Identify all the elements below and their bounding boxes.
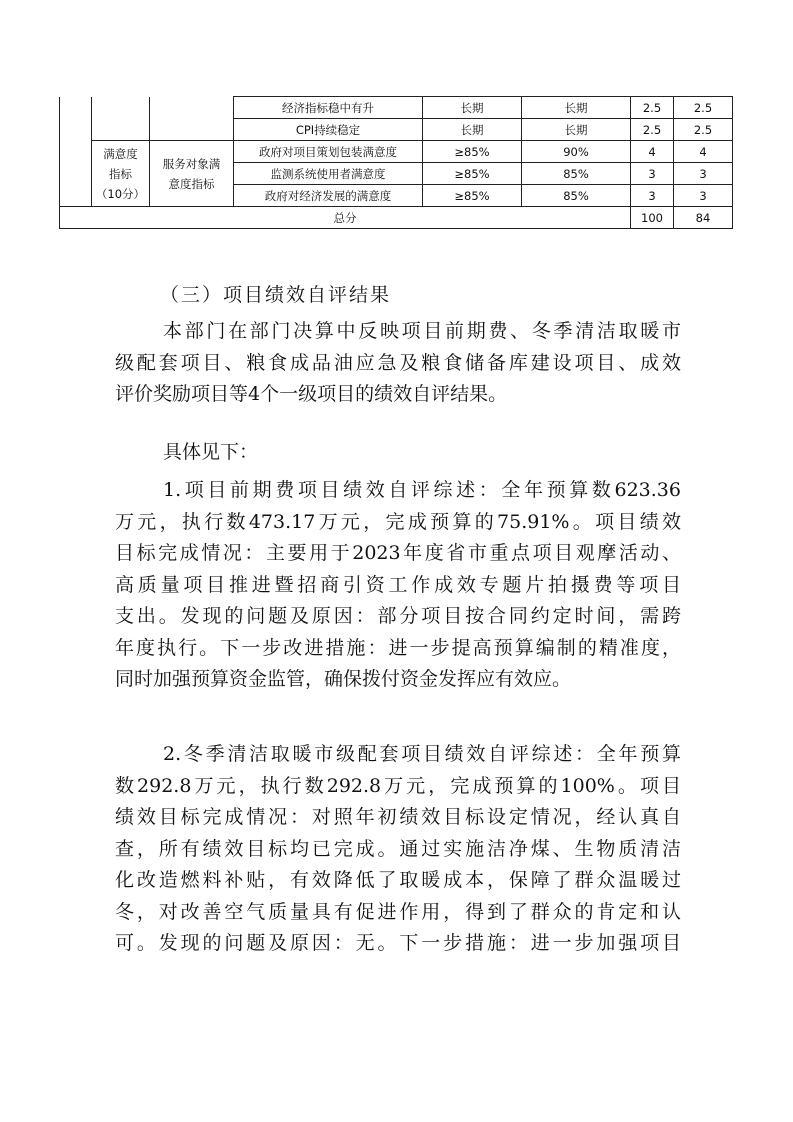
- level2-label-line: 意度指标: [168, 176, 215, 191]
- total-score: 84: [674, 207, 733, 229]
- table-cell-score: 4: [674, 141, 733, 163]
- table-cell-empty: [92, 97, 150, 141]
- paragraph-item-2: [115, 739, 681, 960]
- paragraph-line: 目标完成情况：主要用于2023年度省市重点项目观摩活动、: [115, 542, 681, 564]
- level2-label-line: 服务对象满: [162, 156, 221, 171]
- table-cell-indicator: CPI持续稳定: [234, 119, 423, 141]
- table-cell-target: ≥85%: [423, 185, 522, 207]
- paragraph-line: 评价奖励项目等4个一级项目的绩效自评结果。: [115, 383, 508, 405]
- paragraph-line: 支出。发现的问题及原因：部分项目按合同约定时间，需跨: [115, 605, 681, 627]
- paragraph-line: 2.冬季清洁取暖市级配套项目绩效自评综述：全年预算: [163, 743, 681, 765]
- paragraph-line: 同时加强预算资金监管，确保拨付资金发挥应有效应。: [115, 668, 572, 690]
- table-cell-weight: 2.5: [631, 97, 674, 119]
- paragraph-line: 数292.8万元，执行数292.8万元，完成预算的100%。项目: [115, 774, 681, 797]
- table-cell-indicator: 政府对经济发展的满意度: [234, 185, 423, 207]
- table-cell-weight: 2.5: [631, 119, 674, 141]
- table-cell-actual: 85%: [522, 185, 631, 207]
- paragraph-line: 本部门在部门决算中反映项目前期费、冬季清洁取暖市: [163, 320, 681, 342]
- level2-indicator-label: [150, 141, 234, 207]
- level1-indicator-label: [92, 141, 150, 207]
- table-cell-empty: [150, 97, 234, 141]
- level1-label-line: 指标: [109, 166, 132, 181]
- table-cell-empty: [60, 97, 92, 207]
- table-cell-target: ≥85%: [423, 163, 522, 185]
- table-cell-actual: 85%: [522, 163, 631, 185]
- table-cell-weight: 3: [631, 163, 674, 185]
- table-cell-target: 长期: [423, 97, 522, 119]
- total-label: 总分: [60, 207, 631, 229]
- table-row: [60, 97, 733, 119]
- paragraph-line: 1.项目前期费项目绩效自评综述：全年预算数623.36: [163, 479, 681, 501]
- table-cell-indicator: 政府对项目策划包装满意度: [234, 141, 423, 163]
- table-cell-target: 长期: [423, 119, 522, 141]
- paragraph-line: 化改造燃料补贴，有效降低了取暖成本，保障了群众温暖过: [115, 869, 681, 891]
- paragraph-line: 高质量项目推进暨招商引资工作成效专题片拍摄费等项目: [115, 573, 681, 596]
- table-cell-indicator: 经济指标稳中有升: [234, 97, 423, 119]
- performance-indicator-table: [59, 96, 733, 229]
- table-cell-actual: 长期: [522, 119, 631, 141]
- paragraph-line: 级配套项目、粮食成品油应急及粮食储备库建设项目、成效: [115, 351, 681, 374]
- table-cell-target: ≥85%: [423, 141, 522, 163]
- table-cell-score: 3: [674, 185, 733, 207]
- table-row: [60, 141, 733, 163]
- table-cell-score: 2.5: [674, 97, 733, 119]
- table-cell-indicator: 监测系统使用者满意度: [234, 163, 423, 185]
- table-cell-score: 3: [674, 163, 733, 185]
- level1-label-line: 满意度: [103, 146, 138, 161]
- table-cell-actual: 90%: [522, 141, 631, 163]
- paragraph-line: 冬，对改善空气质量具有促进作用，得到了群众的肯定和认: [115, 900, 681, 923]
- paragraph-line: 可。发现的问题及原因：无。下一步措施：进一步加强项目: [115, 932, 681, 954]
- total-weight: 100: [631, 207, 674, 229]
- paragraph-line: 具体见下：: [163, 441, 259, 463]
- level1-label-line: （10分）: [95, 186, 146, 201]
- paragraph-intro: [115, 316, 681, 411]
- table-cell-weight: 3: [631, 185, 674, 207]
- table-cell-actual: 长期: [522, 97, 631, 119]
- table-cell-weight: 4: [631, 141, 674, 163]
- paragraph-item-1: [115, 475, 681, 696]
- paragraph-line: 年度执行。下一步改进措施：进一步提高预算编制的精准度，: [115, 636, 681, 659]
- paragraph-line: 绩效目标完成情况：对照年初绩效目标设定情况，经认真自: [115, 806, 681, 828]
- section-heading: （三）项目绩效自评结果: [160, 284, 392, 306]
- paragraph-line: 查，所有绩效目标均已完成。通过实施洁净煤、生物质清洁: [115, 837, 681, 860]
- table-total-row: [60, 207, 733, 229]
- paragraph-see-below: [115, 437, 681, 469]
- paragraph-line: 万元，执行数473.17万元，完成预算的75.91%。项目绩效: [115, 510, 681, 533]
- table-cell-score: 2.5: [674, 119, 733, 141]
